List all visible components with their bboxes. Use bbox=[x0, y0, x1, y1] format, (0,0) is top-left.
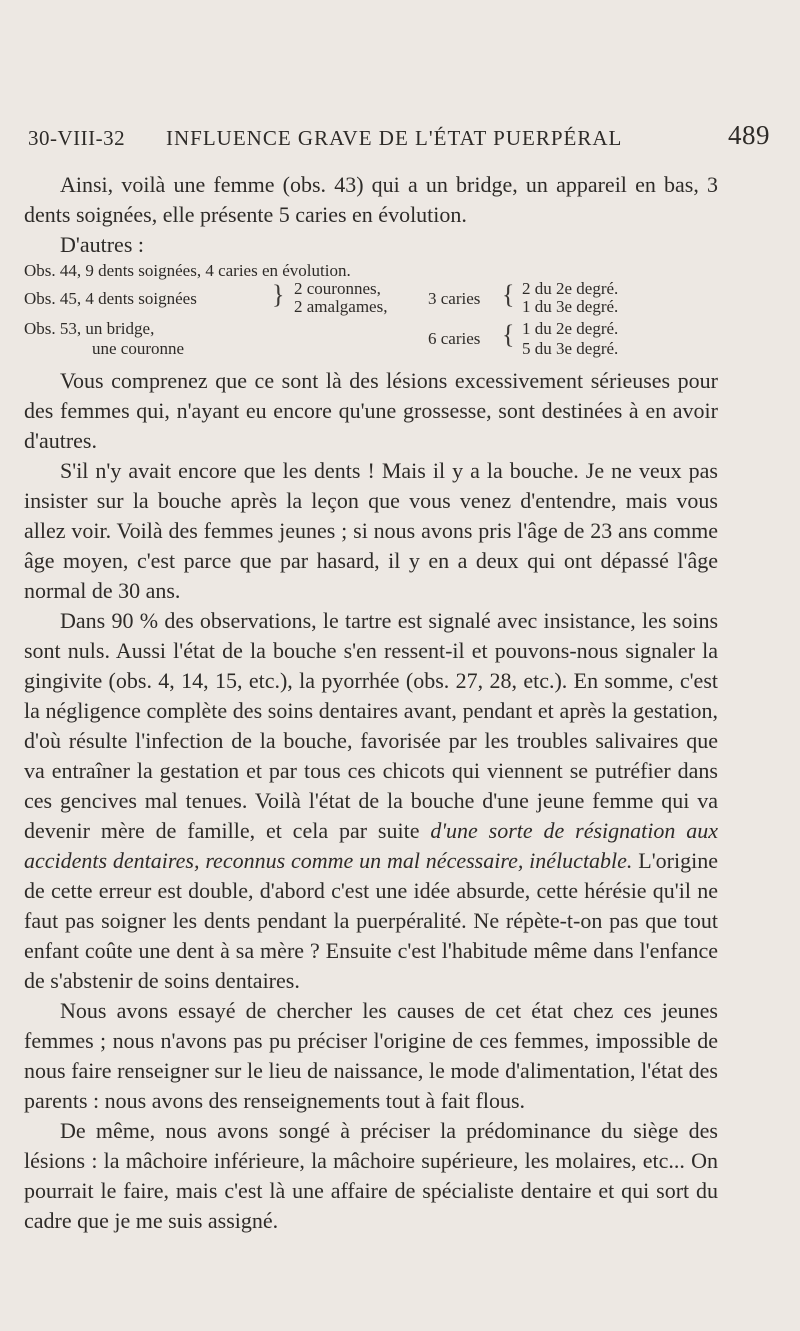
paragraph-tartar bbox=[24, 606, 718, 996]
obs-53-degree-2: 1 du 2e degré. bbox=[522, 319, 619, 338]
obs-45-crowns: 2 couronnes, bbox=[294, 279, 381, 298]
obs-45-degree-2: 2 du 2e degré. bbox=[522, 279, 619, 298]
paragraph-intro: Ainsi, voilà une femme (obs. 43) qui a un bridge, un appareil en bas, 3 dents soignées, elle présente 5 caries en évolution. bbox=[24, 172, 718, 227]
observations-table bbox=[24, 260, 718, 360]
paragraph-tartar-part-2: L'origine de cette erreur est double, d'abord c'est une idée absurde, cette hérésie qu'il ne faut pas soigner les dents pendant la puerpéralité. Ne répète-t-on pas que tout enfant coûte une dent à sa mère ? Ensuite c'est l'habitude même dans l'enfance de s'abstenir de soins dentaires. bbox=[24, 848, 718, 993]
paragraph-location: De même, nous avons songé à préciser la prédominance du siège des lésions : la mâchoire inférieure, la mâchoire supérieure, les molaires, etc... On pourrait le faire, mais c'est là une affaire de spécialiste dentaire et qui sort du cadre que je me suis assigné. bbox=[24, 1118, 718, 1233]
paragraph-tartar-italic: d'une sorte de résignation aux accidents dentaires, reconnus comme un mal nécessaire, inéluctable. bbox=[24, 818, 718, 873]
header-date: 30-VIII-32 bbox=[28, 126, 126, 150]
paragraph-tartar-part-1: Dans 90 % des observations, le tartre est signalé avec insistance, les soins sont nuls. Aussi l'état de la bouche s'en ressent-il et pouvons-nous signaler la gingivite (obs. 4, 14, 15, etc.), la pyorrhée (obs. 27, 28, etc.). En somme, c'est la négligence complète des soins dentaires avant, pendant et après la gestation, d'où résulte l'infection de la bouche, favorisée par les troubles salivaires que va entraîner la gestation et par tous ces chicots qui viennent se putréfier dans ces gencives mal tenues. Voilà l'état de la bouche d'une jeune femme qui va devenir mère de famille, et cela par suite bbox=[24, 608, 718, 843]
obs-45-caries: 3 caries bbox=[428, 289, 481, 308]
brace-right-2: { bbox=[502, 320, 515, 349]
obs-53-caries: 6 caries bbox=[428, 329, 481, 348]
obs-44: Obs. 44, 9 dents soignées, 4 caries en évolution. bbox=[24, 261, 351, 280]
obs-53-label: Obs. 53, un bridge, bbox=[24, 319, 155, 338]
paragraph-lesions: Vous comprenez que ce sont là des lésions excessivement sérieuses pour des femmes qui, n'ayant eu encore qu'une grossesse, sont destinées à en avoir d'autres. bbox=[24, 368, 718, 453]
obs-45-degree-3: 1 du 3e degré. bbox=[522, 297, 619, 316]
obs-45-label: Obs. 45, 4 dents soignées bbox=[24, 289, 197, 308]
paragraph-mouth: S'il n'y avait encore que les dents ! Mais il y a la bouche. Je ne veux pas insister sur la bouche après la leçon que vous venez d'entendre, mais vous allez voir. Voilà des femmes jeunes ; si nous avons pris l'âge de 23 ans comme âge moyen, c'est parce que par hasard, il y en a deux qui ont dépassé l'âge normal de 30 ans. bbox=[24, 458, 718, 603]
paragraph-causes: Nous avons essayé de chercher les causes de cet état chez ces jeunes femmes ; nous n'avons pas pu préciser l'origine de ces femmes, impossible de nous faire renseigner sur le lieu de naissance, le mode d'alimentation, l'état des parents : nous avons des renseignements tout à fait flous. bbox=[24, 998, 718, 1113]
obs-45-fillings: 2 amalgames, bbox=[294, 297, 388, 316]
page-body bbox=[24, 170, 718, 1236]
brace-right: { bbox=[502, 280, 515, 309]
header-title: INFLUENCE GRAVE DE L'ÉTAT PUERPÉRAL bbox=[166, 126, 623, 150]
page-number: 489 bbox=[728, 120, 770, 150]
obs-53-degree-3: 5 du 3e degré. bbox=[522, 339, 619, 358]
paragraph-others: D'autres : bbox=[60, 232, 144, 257]
brace-left: } bbox=[272, 280, 285, 309]
obs-53-label-2: une couronne bbox=[92, 339, 185, 358]
running-header bbox=[28, 120, 770, 156]
